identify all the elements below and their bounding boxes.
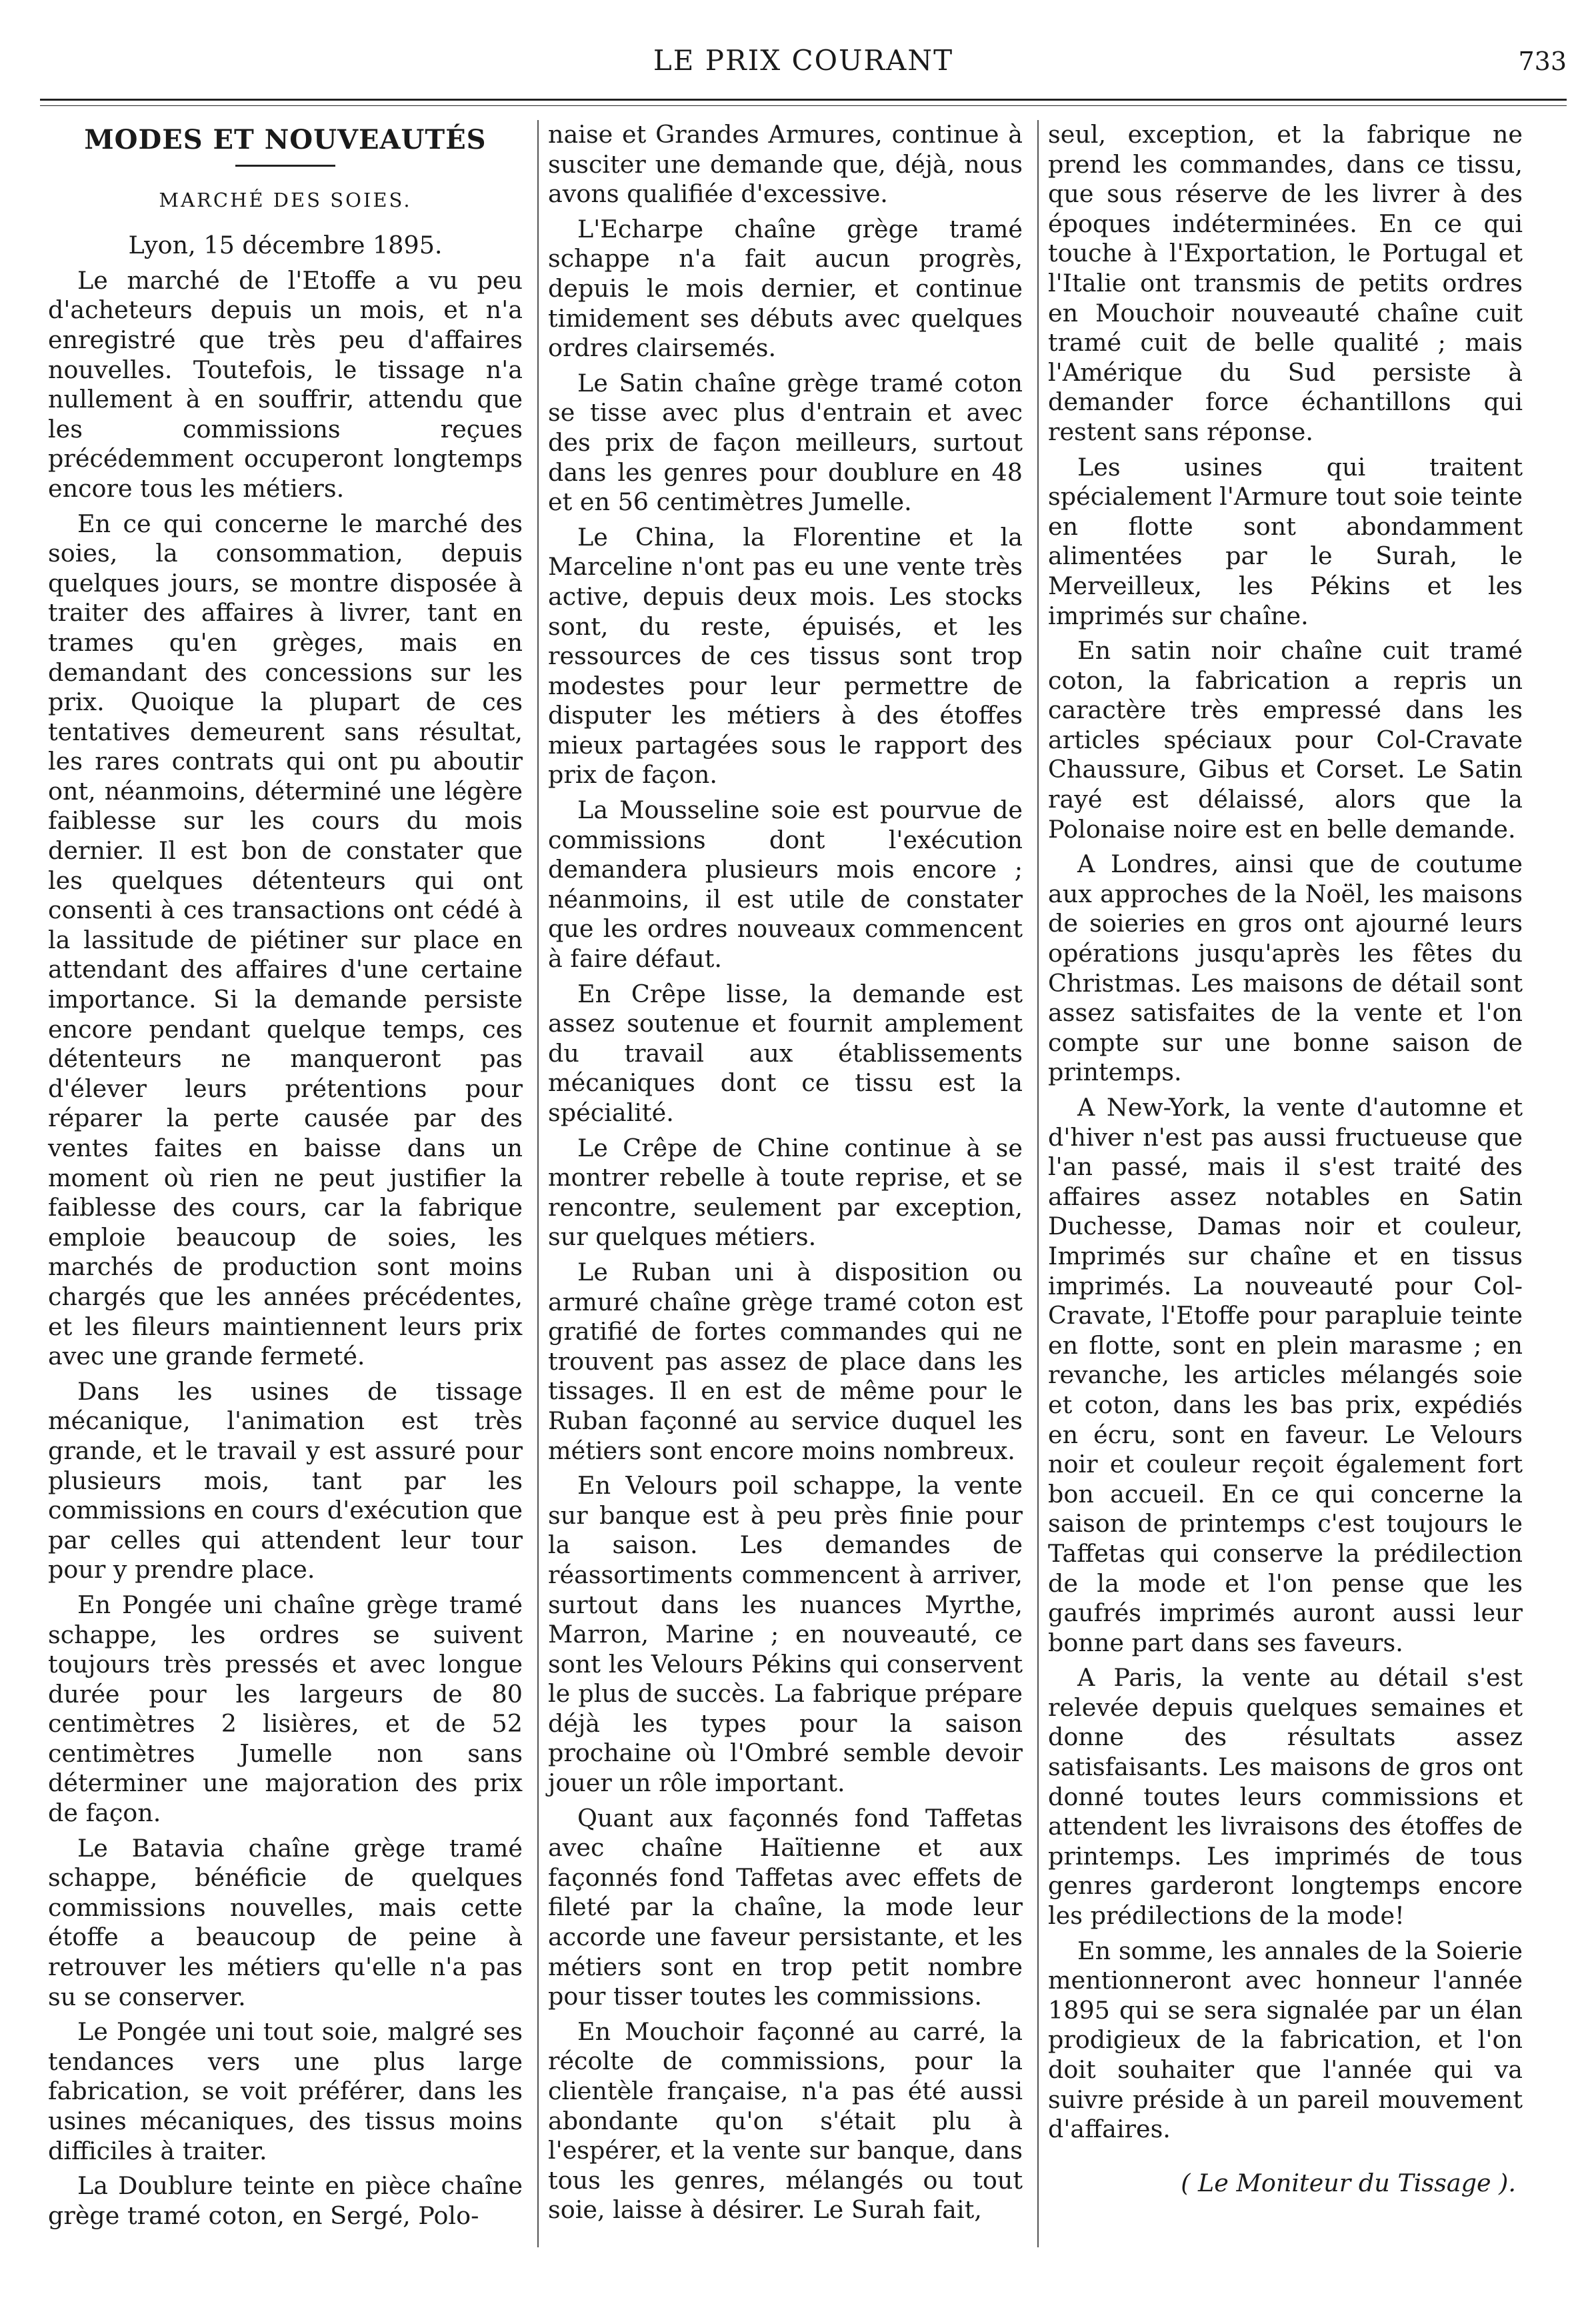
paragraph: Les usines qui traitent spécialement l'Armure tout soie teinte en flotte sont abondamment alimentées par le Surah, le Merveilleux, les Pékins et les imprimés sur chaîne. xyxy=(1048,452,1523,630)
paragraph: Le Batavia chaîne grège tramé schappe, bénéficie de quelques commissions nouvelles, mais cette étoffe a beaucoup de peine à retrouver les métiers qu'elle n'a pas su se conserver. xyxy=(48,1833,523,2011)
header-rule-thin xyxy=(40,105,1567,106)
page-header xyxy=(40,40,1567,100)
header-rule xyxy=(40,99,1567,101)
paragraph: La Mousseline soie est pourvue de commissions dont l'exécution demandera plusieurs mois encore ; néanmoins, il est utile de constater que les ordres nouveaux commencent à faire défaut. xyxy=(548,796,1023,974)
paragraph: Dans les usines de tissage mécanique, l'animation est très grande, et le travail y est assuré pour plusieurs mois, tant par les commissions en cours d'exécution que par celles qui attendent leur tour pour y prendre place. xyxy=(48,1376,523,1584)
column-3 xyxy=(1048,120,1523,2198)
title-rule xyxy=(235,165,335,167)
column-divider xyxy=(1037,120,1039,2247)
paragraph: A Paris, la vente au détail s'est relevée depuis quelques semaines et donne des résultats assez satisfaisants. Les maisons de gros ont donné toutes leurs commissions et attendent les livraisons des étoffes de printemps. Les imprimés de tous genres garderont longtemps encore les prédilections de la mode! xyxy=(1048,1663,1523,1931)
paragraph: En Pongée uni chaîne grège tramé schappe, les ordres se suivent toujours très pressés et avec longue durée pour les largeurs de 80 centimètres 2 lisières, et de 52 centimètres Jumelle non sans déterminer une majoration des prix de façon. xyxy=(48,1590,523,1828)
paragraph: La Doublure teinte en pièce chaîne grège tramé coton, en Sergé, Polo- xyxy=(48,2171,523,2230)
paragraph: En somme, les annales de la Soierie mentionneront avec honneur l'année 1895 qui se sera signalée par un élan prodigieux de la fabrication, et l'on doit souhaiter que l'année qui va suivre préside à un pareil mouvement d'affaires. xyxy=(1048,1936,1523,2144)
paragraph: Le Satin chaîne grège tramé coton se tisse avec plus d'entrain et avec des prix de façon meilleurs, surtout dans les genres pour doublure en 48 et en 56 centimètres Jumelle. xyxy=(548,368,1023,517)
paragraph: En satin noir chaîne cuit tramé coton, la fabrication a repris un caractère très empressé dans les articles spéciaux pour Col-Cravate Chaussure, Gibus et Corset. Le Satin rayé est délaissé, alors que la Polonaise noire est en belle demande. xyxy=(1048,636,1523,844)
paragraph-continuation: naise et Grandes Armures, continue à susciter une demande que, déjà, nous avons qualifiée d'excessive. xyxy=(548,120,1023,209)
paragraph: L'Echarpe chaîne grège tramé schappe n'a fait aucun progrès, depuis le mois dernier, et continue timidement ses débuts avec quelques ordres clairsemés. xyxy=(548,214,1023,363)
paragraph: Le marché de l'Etoffe a vu peu d'acheteurs depuis un mois, et n'a enregistré que très peu d'affaires nouvelles. Toutefois, le tissage n'a nullement à en souffrir, attendu que les commissions reçues précédemment occuperont longtemps encore tous les métiers. xyxy=(48,265,523,503)
page-number: 733 xyxy=(1518,47,1567,76)
paragraph: Quant aux façonnés fond Taffetas avec chaîne Haïtienne et aux façonnés fond Taffetas avec effets de fileté par la chaîne, la mode leur accorde une faveur persistante, et les métiers sont en trop petit nombre pour tisser toutes les commissions. xyxy=(548,1803,1023,2011)
paragraph: A Londres, ainsi que de coutume aux approches de la Noël, les maisons de soieries en gros ont ajourné leurs opérations jusqu'après les fêtes du Christmas. Les maisons de détail sont assez satisfaites de la vente et l'on compte sur une bonne saison de printemps. xyxy=(1048,850,1523,1087)
paragraph: En ce qui concerne le marché des soies, la consommation, depuis quelques jours, se montre disposée à traiter des affaires à livrer, tant en trames qu'en grèges, mais en demandant des concessions sur les prix. Quoique la plupart de ces tentatives demeurent sans résultat, les rares contrats qui ont pu aboutir ont, néanmoins, déterminé une légère faiblesse sur les cours du mois dernier. Il est bon de constater que les quelques détenteurs qui ont consenti à ces transactions ont cédé à la lassitude de piétiner sur place en attendant des affaires d'une certaine importance. Si la demande persiste encore pendant quelque temps, ces détenteurs ne manqueront pas d'élever leurs prétentions pour réparer la perte causée par des ventes faites en baisse dans un moment où rien ne peut justifier la faiblesse des cours, car la fabrique emploie beaucoup de soies, les marchés de production sont moins chargés que les années précédentes, et les fileurs maintiennent leurs prix avec une grande fermeté. xyxy=(48,509,523,1371)
paragraph: Le China, la Florentine et la Marceline n'ont pas eu une vente très active, depuis deux mois. Les stocks sont, du reste, épuisés, et les ressources de ces tissus sont trop modestes pour leur permettre de disputer les métiers à des étoffes mieux partagées sous le rapport des prix de façon. xyxy=(548,522,1023,790)
column-1 xyxy=(48,120,523,2236)
column-2 xyxy=(548,120,1023,2231)
paragraph: A New-York, la vente d'automne et d'hiver n'est pas aussi fructueuse que l'an passé, mais il s'est traité des affaires assez notables en Satin Duchesse, Damas noir et couleur, Imprimés sur chaîne et en tissus imprimés. La nouveauté pour Col-Cravate, l'Etoffe pour parapluie teinte en flotte, sont en plein marasme ; en revanche, les articles mélangés soie et coton, dans les bas prix, expédiés en écru, sont en faveur. Le Velours noir et couleur reçoit également fort bon accueil. En ce qui concerne la saison de printemps c'est toujours le Taffetas qui conserve la prédilection de la mode et l'on pense que les gaufrés imprimés auront aussi leur bonne part dans ses faveurs. xyxy=(1048,1093,1523,1657)
running-title: LE PRIX COURANT xyxy=(653,44,954,77)
paragraph: Le Ruban uni à disposition ou armuré chaîne grège tramé coton est gratifié de fortes commandes qui ne trouvent pas assez de place dans les tissages. Il en est de même pour le Ruban façonné au service duquel les métiers sont encore moins nombreux. xyxy=(548,1257,1023,1465)
article-subtitle: MARCHÉ DES SOIES. xyxy=(159,188,412,211)
source-credit: ( Le Moniteur du Tissage ). xyxy=(1181,2168,1516,2197)
column-divider xyxy=(537,120,539,2247)
paragraph: En Mouchoir façonné au carré, la récolte de commissions, pour la clientèle française, n'a pas été aussi abondante qu'on s'était plu à l'espérer, et la vente sur banque, dans tous les genres, mélangés ou tout soie, laisse à désirer. Le Surah fait, xyxy=(548,2017,1023,2225)
paragraph: En Crêpe lisse, la demande est assez soutenue et fournit amplement du travail aux établissements mécaniques dont ce tissu est la spécialité. xyxy=(548,979,1023,1127)
paragraph: Le Pongée uni tout soie, malgré ses tendances vers une plus large fabrication, se voit préférer, dans les usines mécaniques, des tissus moins difficiles à traiter. xyxy=(48,2017,523,2165)
paragraph: Le Crêpe de Chine continue à se montrer rebelle à toute reprise, et se rencontre, seulement par exception, sur quelques métiers. xyxy=(548,1133,1023,1252)
paragraph-continuation: seul, exception, et la fabrique ne prend les commandes, dans ce tissu, que sous réserve de les livrer à des époques indéterminées. En ce qui touche à l'Exportation, le Portugal et l'Italie ont transmis de petits ordres en Mouchoir nouveauté chaîne cuit tramé cuit de belle qualité ; mais l'Amérique du Sud persiste à demander force échantillons qui restent sans réponse. xyxy=(1048,120,1523,446)
article-title: MODES ET NOUVEAUTÉS xyxy=(84,124,487,155)
dateline: Lyon, 15 décembre 1895. xyxy=(128,231,443,260)
paragraph: En Velours poil schappe, la vente sur banque est à peu près finie pour la saison. Les demandes de réassortiments commencent à arriver, surtout dans les nuances Myrthe, Marron, Marine ; en nouveauté, ce sont les Velours Pékins qui conservent le plus de succès. La fabrique prépare déjà les types pour la saison prochaine où l'Ombré semble devoir jouer un rôle important. xyxy=(548,1471,1023,1798)
